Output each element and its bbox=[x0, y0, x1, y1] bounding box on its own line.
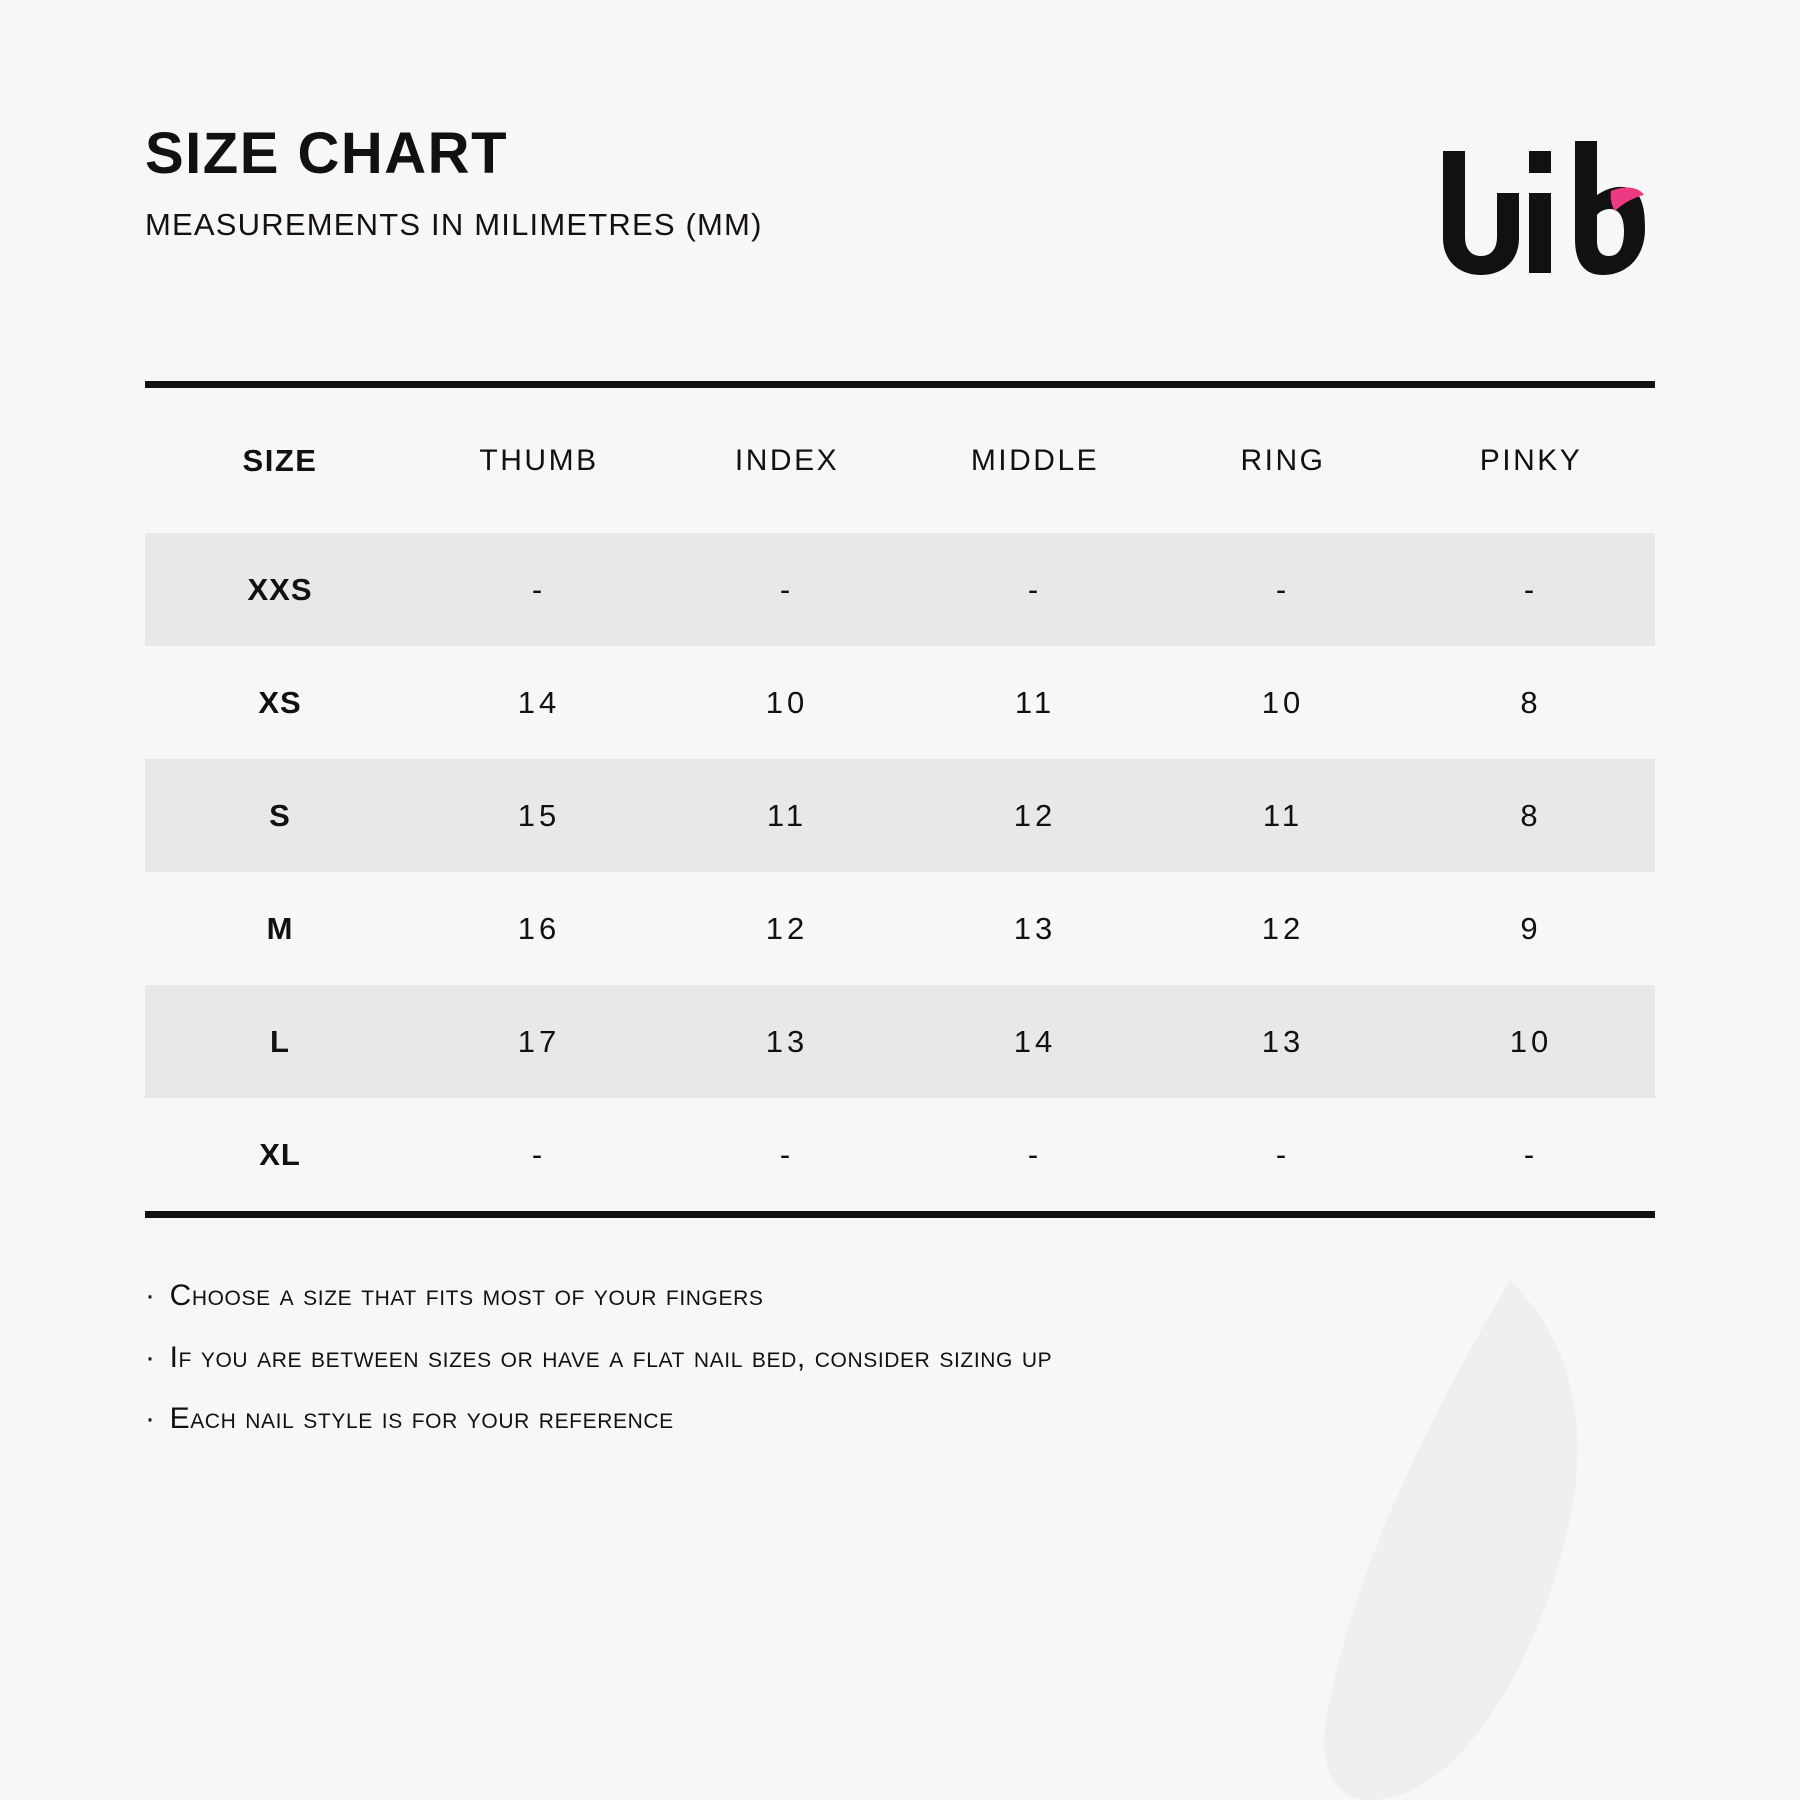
row-size-label: XS bbox=[258, 684, 302, 720]
jj-brand-logo-icon bbox=[1425, 133, 1645, 293]
cell-middle: 11 bbox=[1014, 684, 1056, 720]
cell-thumb: 14 bbox=[517, 684, 561, 720]
cell-ring: 10 bbox=[1261, 684, 1305, 720]
column-header-size: SIZE bbox=[242, 442, 318, 478]
page-subtitle: MEASUREMENTS IN MILIMETRES (MM) bbox=[145, 207, 763, 242]
table-row bbox=[145, 533, 1655, 646]
table-row bbox=[145, 646, 1655, 759]
page-title: SIZE CHART bbox=[145, 121, 508, 186]
cell-pinky: - bbox=[1407, 533, 1655, 646]
cell-middle: - bbox=[1027, 1136, 1043, 1172]
column-header-ring: RING bbox=[1240, 443, 1326, 477]
cell-middle: - bbox=[911, 533, 1159, 646]
cell-ring: - bbox=[1275, 1136, 1291, 1172]
note-item bbox=[145, 1342, 1655, 1374]
cell-thumb: 16 bbox=[517, 910, 561, 946]
table-row bbox=[145, 759, 1655, 872]
cell-index: 10 bbox=[765, 684, 809, 720]
note-text: Each nail style is for your reference bbox=[169, 1402, 674, 1435]
column-header-pinky: PINKY bbox=[1479, 443, 1583, 477]
cell-index: 11 bbox=[663, 759, 911, 872]
table-row bbox=[145, 1098, 1655, 1211]
cell-ring: - bbox=[1159, 533, 1407, 646]
title-block bbox=[145, 121, 763, 242]
cell-index: 12 bbox=[765, 910, 809, 946]
cell-thumb: 15 bbox=[415, 759, 663, 872]
note-item bbox=[145, 1280, 1655, 1312]
cell-pinky: 8 bbox=[1520, 684, 1542, 720]
cell-index: - bbox=[779, 1136, 795, 1172]
row-size-label: L bbox=[145, 985, 415, 1098]
size-chart-table bbox=[145, 388, 1655, 1211]
cell-pinky: 8 bbox=[1407, 759, 1655, 872]
table-row bbox=[145, 872, 1655, 985]
cell-middle: 13 bbox=[1013, 910, 1057, 946]
table-body bbox=[145, 533, 1655, 1211]
note-bullet: · bbox=[145, 1340, 156, 1374]
note-bullet: · bbox=[145, 1279, 156, 1312]
column-header-index: INDEX bbox=[734, 443, 840, 477]
cell-pinky: 9 bbox=[1520, 910, 1542, 946]
cell-thumb: 17 bbox=[415, 985, 663, 1098]
column-header-middle: MIDDLE bbox=[970, 443, 1100, 477]
note-text: Choose a size that fits most of your fingers bbox=[169, 1279, 764, 1312]
cell-index: 13 bbox=[663, 985, 911, 1098]
row-size-label: XL bbox=[259, 1136, 301, 1172]
table-row bbox=[145, 985, 1655, 1098]
note-bullet: · bbox=[145, 1402, 156, 1435]
table-header-row bbox=[145, 388, 1655, 533]
table-bottom-rule bbox=[145, 1211, 1655, 1218]
cell-ring: 11 bbox=[1159, 759, 1407, 872]
cell-thumb: - bbox=[531, 1136, 547, 1172]
column-header-thumb: THUMB bbox=[479, 443, 599, 477]
cell-pinky: - bbox=[1523, 1136, 1539, 1172]
note-text: If you are between sizes or have a flat nail bed, consider sizing up bbox=[169, 1340, 1053, 1374]
page-header bbox=[145, 0, 1655, 293]
cell-thumb: - bbox=[415, 533, 663, 646]
row-size-label: S bbox=[145, 759, 415, 872]
cell-index: - bbox=[663, 533, 911, 646]
table-head bbox=[145, 388, 1655, 533]
note-item bbox=[145, 1403, 1655, 1435]
cell-middle: 12 bbox=[911, 759, 1159, 872]
row-size-label: XXS bbox=[145, 533, 415, 646]
row-size-label: M bbox=[266, 910, 294, 946]
cell-middle: 14 bbox=[911, 985, 1159, 1098]
notes-list bbox=[145, 1280, 1655, 1435]
cell-pinky: 10 bbox=[1407, 985, 1655, 1098]
table-top-rule bbox=[145, 381, 1655, 388]
cell-ring: 13 bbox=[1159, 985, 1407, 1098]
cell-ring: 12 bbox=[1261, 910, 1305, 946]
